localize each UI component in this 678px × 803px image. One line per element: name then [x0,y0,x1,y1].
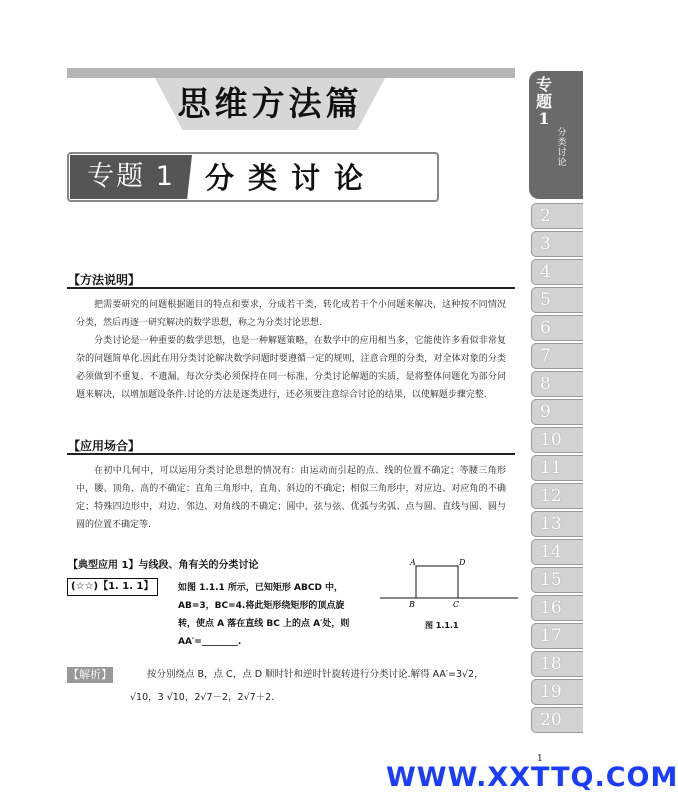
label-d: D [459,558,466,567]
method-paragraph-1: 把需要研究的问题根据题目的特点和要求，分成若干类，转化成若干个小问题来解决，这种按不同情况分类，然后再逐一研究解决的数学思想，称之为分类讨论思想. [76,300,506,328]
method-heading: 【方法说明】 [68,273,141,287]
label-b: B [409,600,415,609]
figure-caption: 图 1.1.1 [425,621,459,630]
solution-line-2: √10，3 √10，2√7－2，2√7＋2. [130,692,275,703]
application-paragraph: 在初中几何中，可以运用分类讨论思想的情况有：由运动而引起的点、线的位置不确定；等腰三角形中，腰、顶角、高的不确定；直角三角形中，直角、斜边的不确定；相似三角形中，对应边、对应角的不确定；特殊四边形中，对边、邻边、对角线的不确定；圆中，弦与弦、优弧与劣弧、点与圆、直线与圆、圆与圆的位置不确定等. [76,466,506,530]
side-tab-12[interactable]: 12 [531,483,583,509]
rectangle-figure [380,556,520,616]
example-line-4: AA′=________. [178,637,242,647]
side-tab-11[interactable]: 11 [531,455,583,481]
side-tab-16[interactable]: 16 [531,595,583,621]
side-tab-4[interactable]: 4 [531,259,583,285]
label-a: A [410,558,416,567]
application-heading: 【应用场合】 [68,439,141,453]
side-tab-10[interactable]: 10 [531,427,583,453]
method-paragraph-2: 分类讨论是一种重要的数学思想，也是一种解题策略，在数学中的应用相当多，它能使许多看似非常复杂的问题简单化.因此在用分类讨论解决数学问题时要遵循一定的规则，注意合理的分类，对全体对象的分类必须做到不重复、不遗漏，每次分类必须保持在同一标准，分类讨论解题的实质，是将整体问题化为部分问题来解决，以增加题设条件.讨论的方法是逐类进行，还必须要注意综合讨论的结果，以使解题步骤完整. [76,336,506,400]
side-tab-active-subtitle: 分类讨论 [557,128,567,168]
header-bar [67,68,515,78]
example-heading: 【典型应用 1】与线段、角有关的分类讨论 [68,560,259,571]
side-tab-active-title: 专 题 1 [535,75,552,128]
solution-line-1: 按分别绕点 B，点 C，点 D 顺时针和逆时针旋转进行分类讨论.解得 AA′=3√2， [147,669,484,680]
application-body [76,462,506,534]
side-tab-7[interactable]: 7 [531,343,583,369]
rectangle-abcd [416,566,458,598]
topic-number: 专题 1 [87,161,175,192]
example-line-1: 如图 1.1.1 所示，已知矩形 ABCD 中， [178,583,344,593]
watermark: WWW.XXTTQ.COM [386,762,678,793]
method-body [76,296,506,404]
example-line-3: 转，使点 A 落在直线 BC 上的点 A′处，则 [178,619,350,629]
example-line-2: AB=3，BC=4.将此矩形绕矩形的顶点旋 [178,601,345,611]
page-number: 1 [537,754,543,764]
section-title: 思维方法篇 [177,84,363,123]
side-tab-20[interactable]: 20 [531,707,583,733]
method-divider [67,287,515,289]
side-tab-3[interactable]: 3 [531,231,583,257]
side-tab-13[interactable]: 13 [531,511,583,537]
example-problem [178,579,374,651]
side-tab-17[interactable]: 17 [531,623,583,649]
side-tab-9[interactable]: 9 [531,399,583,425]
side-tab-5[interactable]: 5 [531,287,583,313]
side-tab-14[interactable]: 14 [531,539,583,565]
example-tag: (☆☆)【1. 1. 1】 [67,578,158,596]
side-tab-6[interactable]: 6 [531,315,583,341]
solution-label: 【解析】 [68,668,112,681]
topic-name: 分类讨论 [205,161,378,195]
side-tab-18[interactable]: 18 [531,651,583,677]
application-divider [67,453,515,455]
side-tab-19[interactable]: 19 [531,679,583,705]
side-tab-15[interactable]: 15 [531,567,583,593]
side-tab-8[interactable]: 8 [531,371,583,397]
label-c: C [453,600,460,609]
side-tab-2[interactable]: 2 [531,203,583,229]
